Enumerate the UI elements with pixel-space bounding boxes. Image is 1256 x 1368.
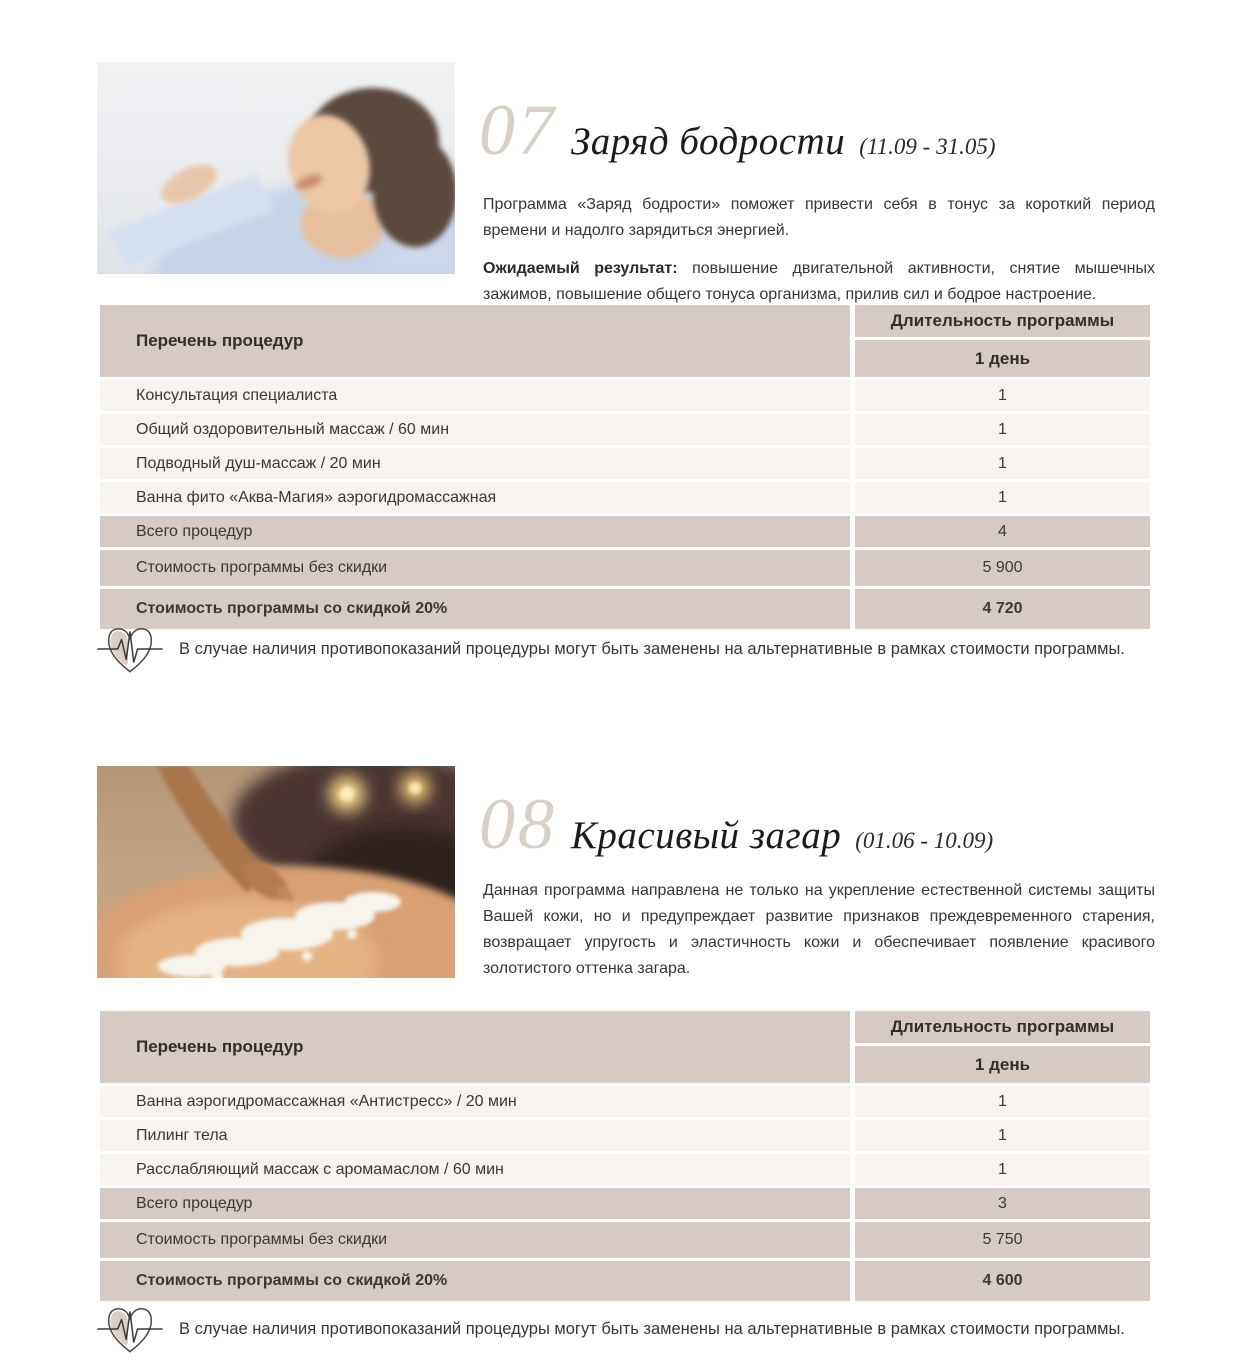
section-dates: (01.06 - 10.09) <box>855 828 994 853</box>
note-text: В случае наличия противопоказаний процедуры могут быть заменены на альтернативные в рамках стоимости программы. <box>179 1319 1125 1338</box>
section08-photo <box>97 766 455 978</box>
table-row-price-label: Стоимость программы без скидки <box>100 550 850 586</box>
table-row-value: 1 <box>855 380 1150 411</box>
table-row-discount-value: 4 600 <box>855 1261 1150 1301</box>
section08-heading <box>479 784 994 864</box>
section08-procedures-table <box>100 1011 1150 1301</box>
section-dates: (11.09 - 31.05) <box>859 134 996 159</box>
section-number: 08 <box>479 784 557 864</box>
section08-intro: Данная программа направлена не только на укрепление естественной системы защиты Вашей кожи, но и предупреждает развитие признаков преждевременного старения, возвращает упругость и эластичность кожи и обеспечивает появление красивого золотистого оттенка загара. <box>483 882 1155 977</box>
table-row-label: Консультация специалиста <box>100 380 850 411</box>
expected-result-label: Ожидаемый результат: <box>483 260 678 277</box>
table-row-price-value: 5 900 <box>855 550 1150 586</box>
column-subheader-days: 1 день <box>855 1046 1150 1083</box>
section-number: 07 <box>479 90 557 170</box>
table-row-label: Общий оздоровительный массаж / 60 мин <box>100 414 850 445</box>
table-row-label: Расслабляющий массаж с аромамаслом / 60 мин <box>100 1154 850 1185</box>
table-row-discount-label: Стоимость программы со скидкой 20% <box>100 1261 850 1301</box>
section07-intro: Программа «Заряд бодрости» поможет привести себя в тонус за короткий период времени и надолго зарядиться энергией. <box>483 196 1155 239</box>
heart-pulse-icon <box>97 1298 163 1360</box>
table-row-value: 1 <box>855 1154 1150 1185</box>
section07-expected-result <box>483 256 1155 308</box>
section07-note <box>97 618 1187 680</box>
table-row-label: Ванна фито «Аква-Магия» аэрогидромассажная <box>100 482 850 513</box>
expected-result-text: повышение двигательной активности, снятие мышечных зажимов, повышение общего тонуса организма, прилив сил и бодрое настроение. <box>483 260 1156 303</box>
table-row-value: 1 <box>855 482 1150 513</box>
table-row-value: 1 <box>855 414 1150 445</box>
table-row-value: 1 <box>855 1120 1150 1151</box>
section07-heading <box>479 90 996 170</box>
section07-photo <box>97 62 455 274</box>
column-subheader-days: 1 день <box>855 340 1150 377</box>
table-row-discount-value: 4 720 <box>855 589 1150 629</box>
table-row-label: Подводный душ-массаж / 20 мин <box>100 448 850 479</box>
column-header-duration: Длительность программы <box>855 305 1150 337</box>
table-row-label: Ванна аэрогидромассажная «Антистресс» / 20 мин <box>100 1086 850 1117</box>
table-row-total-label: Всего процедур <box>100 1188 850 1219</box>
man-photo-illustration <box>97 62 455 274</box>
table-row-discount-label: Стоимость программы со скидкой 20% <box>100 589 850 629</box>
section-title: Красивый загар <box>571 814 842 857</box>
section-title: Заряд бодрости <box>571 120 846 163</box>
table-row-price-value: 5 750 <box>855 1222 1150 1258</box>
table-row-label: Пилинг тела <box>100 1120 850 1151</box>
table-row-total-value: 4 <box>855 516 1150 547</box>
heart-pulse-icon <box>97 618 163 680</box>
note-text: В случае наличия противопоказаний процедуры могут быть заменены на альтернативные в рамках стоимости программы. <box>179 639 1125 658</box>
section07-procedures-table <box>100 305 1150 629</box>
column-header-procedures: Перечень процедур <box>100 305 850 377</box>
table-row-value: 1 <box>855 448 1150 479</box>
table-row-total-label: Всего процедур <box>100 516 850 547</box>
table-row-price-label: Стоимость программы без скидки <box>100 1222 850 1258</box>
column-header-duration: Длительность программы <box>855 1011 1150 1043</box>
table-row-value: 1 <box>855 1086 1150 1117</box>
salt-massage-photo-illustration <box>97 766 455 978</box>
section08-note <box>97 1298 1187 1360</box>
column-header-procedures: Перечень процедур <box>100 1011 850 1083</box>
table-row-total-value: 3 <box>855 1188 1150 1219</box>
